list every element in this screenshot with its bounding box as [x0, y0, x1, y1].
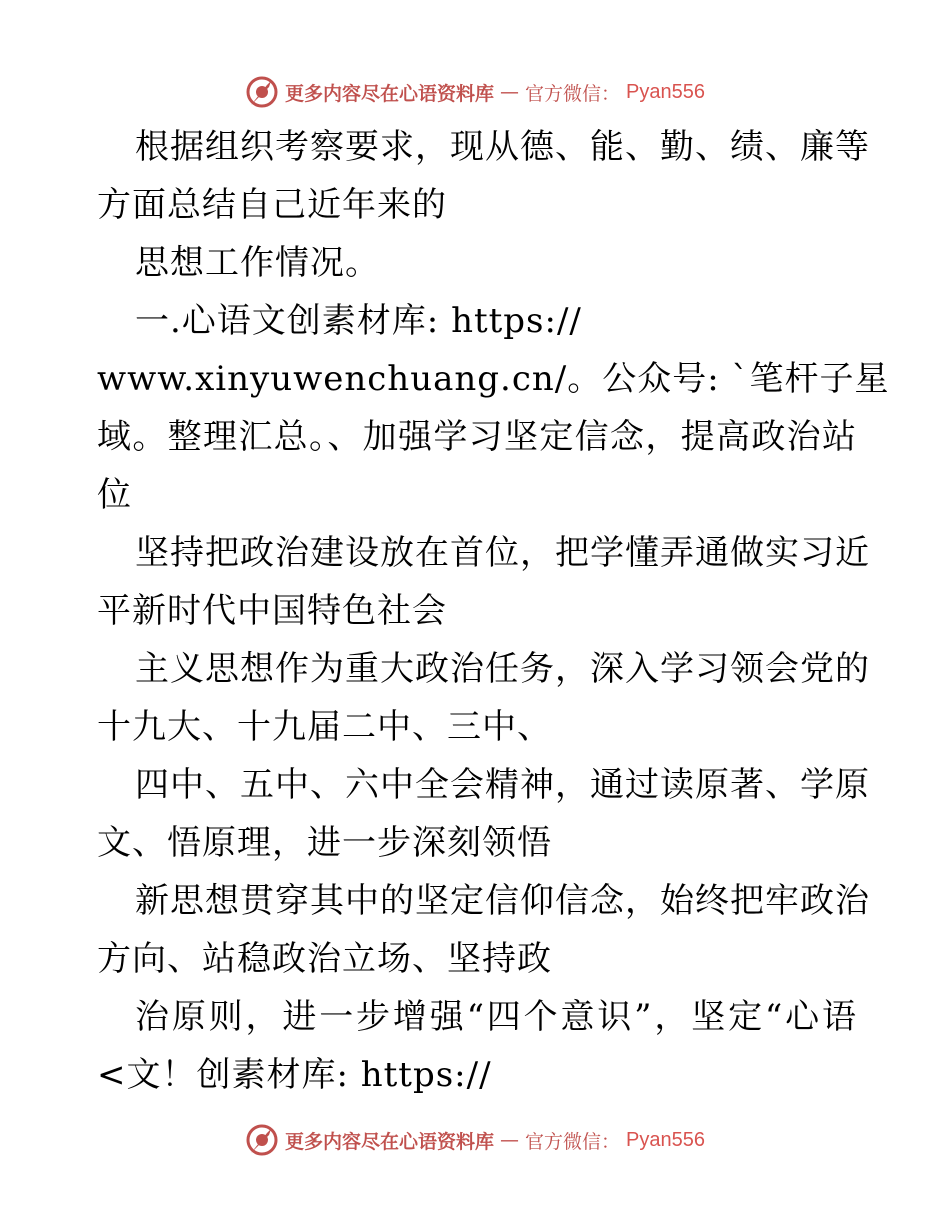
paragraph-line: 文、悟原理，进一步深刻领悟	[97, 823, 552, 863]
footer-watermark	[0, 1120, 950, 1160]
paragraph-line: 方向、站稳政治立场、坚持政	[97, 939, 552, 979]
header-watermark	[0, 72, 950, 112]
watermark-separator: —	[500, 81, 520, 103]
paragraph-line: 思想工作情况。	[135, 243, 380, 283]
paragraph-line: 一.心语文创素材库: https://	[135, 301, 582, 341]
watermark-separator: —	[500, 1129, 520, 1151]
paragraph-line: 坚持把政治建设放在首位，把学懂弄通做实习近	[135, 533, 870, 573]
paragraph-line: 域。整理汇总。、加强学习坚定信念，提高政治站	[97, 417, 857, 457]
paragraph-line: www.xinyuwenchuang.cn/。公众号: `笔杆子星	[97, 359, 890, 399]
paragraph-line: 四中、五中、六中全会精神，通过读原著、学原	[135, 765, 870, 805]
quill-logo-icon	[245, 1123, 279, 1157]
quill-logo-icon	[245, 75, 279, 109]
paragraph-line: 治原则，进一步增强“四个意识”，坚定“心语	[135, 997, 857, 1037]
watermark-wechat-label: 官方微信：	[525, 82, 621, 105]
paragraph-line: 十九大、十九届二中、三中、	[97, 707, 552, 747]
paragraph-line: 根据组织考察要求，现从德、能、勤、绩、廉等	[135, 127, 870, 167]
watermark-brand-text: 更多内容尽在心语资料库	[285, 82, 495, 105]
watermark-account: Pyan556	[626, 80, 705, 103]
watermark-brand-text: 更多内容尽在心语资料库	[285, 1130, 495, 1153]
paragraph-line: 平新时代中国特色社会	[97, 591, 447, 631]
paragraph-line: 方面总结自己近年来的	[97, 185, 447, 225]
paragraph-line: 新思想贯穿其中的坚定信仰信念，始终把牢政治	[135, 881, 870, 921]
watermark-account: Pyan556	[626, 1128, 705, 1151]
document-body	[97, 118, 890, 1104]
paragraph-line: 主义思想作为重大政治任务，深入学习领会党的	[135, 649, 870, 689]
watermark-wechat-label: 官方微信：	[525, 1130, 621, 1153]
paragraph-line: 位	[97, 475, 132, 515]
paragraph-line: <文！创素材库: https://	[97, 1055, 492, 1095]
